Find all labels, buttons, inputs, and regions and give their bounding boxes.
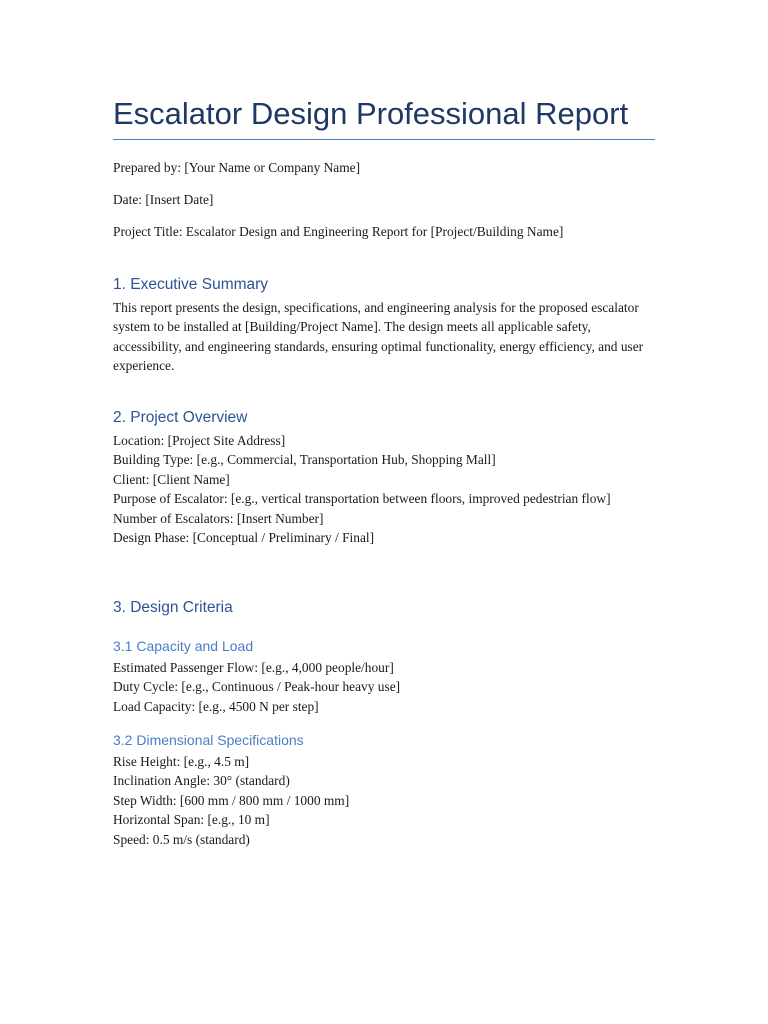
heading-dimensional-specs: 3.2 Dimensional Specifications: [113, 732, 304, 748]
overview-design-phase: Design Phase: [Conceptual / Preliminary / Final]: [113, 530, 375, 546]
overview-number: Number of Escalators: [Insert Number]: [113, 510, 324, 526]
dimensional-list: [113, 752, 655, 849]
capacity-list: [113, 658, 655, 716]
dim-speed: Speed: 0.5 m/s (standard): [113, 831, 250, 847]
heading-capacity-load: 3.1 Capacity and Load: [113, 638, 254, 654]
capacity-load: Load Capacity: [e.g., 4500 N per step]: [113, 698, 319, 714]
document-title: Escalator Design Professional Report: [113, 96, 629, 131]
dim-horizontal-span: Horizontal Span: [e.g., 10 m]: [113, 812, 270, 828]
project-overview-list: [113, 431, 655, 547]
capacity-duty-cycle: Duty Cycle: [e.g., Continuous / Peak-hour heavy use]: [113, 679, 401, 695]
overview-building-type: Building Type: [e.g., Commercial, Transportation Hub, Shopping Mall]: [113, 452, 496, 468]
dim-inclination: Inclination Angle: 30° (standard): [113, 773, 290, 789]
overview-location: Location: [Project Site Address]: [113, 433, 286, 448]
overview-purpose: Purpose of Escalator: [e.g., vertical transportation between floors, improved pedestrian flow]: [113, 491, 611, 507]
heading-design-criteria: 3. Design Criteria: [113, 599, 233, 616]
dim-step-width: Step Width: [600 mm / 800 mm / 1000 mm]: [113, 792, 350, 808]
document-date: Date: [Insert Date]: [113, 192, 214, 207]
capacity-passenger-flow: Estimated Passenger Flow: [e.g., 4,000 people/hour]: [113, 660, 394, 675]
dim-rise-height: Rise Height: [e.g., 4.5 m]: [113, 754, 250, 769]
overview-client: Client: [Client Name]: [113, 471, 230, 487]
title-underline: [113, 139, 655, 140]
heading-executive-summary: 1. Executive Summary: [113, 276, 269, 293]
heading-project-overview: 2. Project Overview: [113, 409, 248, 426]
project-title: Project Title: Escalator Design and Engineering Report for [Project/Building Name]: [113, 224, 564, 239]
executive-summary-body: This report presents the design, specifications, and engineering analysis for the proposed escalator system to be installed at [Building/Project Name]. The design meets all applicable safety, accessibility, and engineering standards, ensuring optimal functionality, energy efficiency, and user experience.: [113, 300, 644, 374]
prepared-by: Prepared by: [Your Name or Company Name]: [113, 160, 361, 175]
